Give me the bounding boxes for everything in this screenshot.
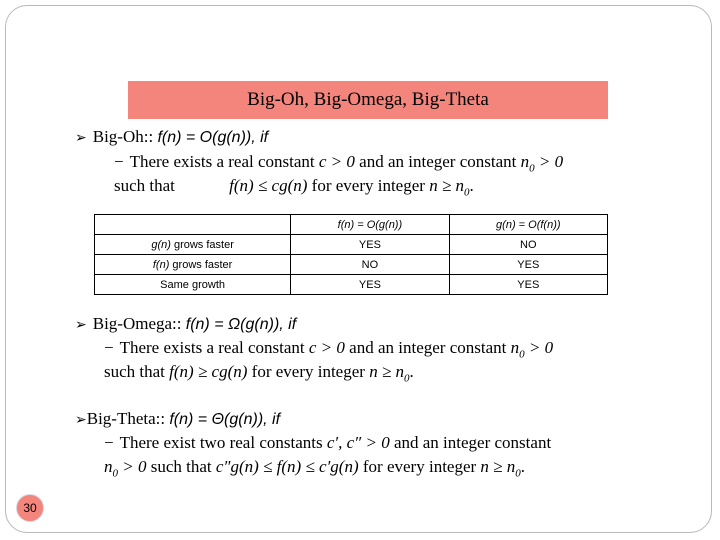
table-header-cell: f(n) = O(g(n)) xyxy=(291,215,449,235)
bullet-arrow-icon: ➢ xyxy=(75,412,87,428)
subscript: 0 xyxy=(112,467,118,480)
math-span xyxy=(510,338,554,361)
math-span: c > 0 xyxy=(308,338,345,357)
math-span: c > 0 xyxy=(318,152,355,171)
text-span: and an integer constant xyxy=(349,338,507,357)
math-n: n xyxy=(510,338,520,357)
big-theta-label: Big-Theta:: xyxy=(86,409,166,428)
table-header-cell xyxy=(95,215,291,235)
table-header-row xyxy=(95,215,608,235)
math-end: > 0 xyxy=(538,152,564,171)
text-span: for every integer xyxy=(251,362,365,381)
table-cell: YES xyxy=(449,275,607,295)
subscript: 0 xyxy=(515,467,521,480)
math-n: n xyxy=(104,457,113,476)
row-label: grows faster xyxy=(172,258,233,271)
math-span xyxy=(520,152,564,175)
text-span: There exists a real constant xyxy=(119,338,305,357)
math-n: n xyxy=(520,152,530,171)
row-fn: g(n) xyxy=(151,238,171,251)
slide-title-text: Big-Oh, Big-Omega, Big-Theta xyxy=(247,89,489,110)
big-omega-definition: f(n) = Ω(g(n)), if xyxy=(185,316,297,333)
big-oh-line-2 xyxy=(114,176,474,199)
row-label: grows faster xyxy=(173,238,234,251)
table-cell: YES xyxy=(449,255,607,275)
dash-bullet: − xyxy=(114,152,124,171)
math-span: c′, c″ > 0 xyxy=(326,433,390,452)
row-fn: Same xyxy=(160,278,189,291)
math-span xyxy=(480,457,521,480)
big-oh-heading xyxy=(75,127,268,148)
table-cell: NO xyxy=(291,255,449,275)
big-omega-heading xyxy=(75,314,296,335)
text-span: for every integer xyxy=(362,457,477,476)
dash-bullet: − xyxy=(104,338,114,357)
table-row-label xyxy=(95,255,291,275)
text-span: such that xyxy=(150,457,212,476)
row-fn: f(n) xyxy=(152,258,170,271)
table-cell: YES xyxy=(291,275,449,295)
text-span: There exist two real constants xyxy=(119,433,323,452)
text-span: for every integer xyxy=(311,176,425,195)
math-span: f(n) ≥ cg(n) xyxy=(169,362,248,381)
text-span: such that xyxy=(104,362,165,381)
math-span xyxy=(104,457,147,480)
text-span: and an integer constant xyxy=(393,433,552,452)
math-span: f(n) ≤ cg(n) xyxy=(229,176,308,195)
big-theta-line-2 xyxy=(104,457,526,480)
table-row-label xyxy=(95,235,291,255)
math-gt: > 0 xyxy=(122,457,147,476)
big-oh-line-1 xyxy=(114,152,564,175)
dash-bullet: − xyxy=(104,433,114,452)
big-omega-line-1 xyxy=(104,338,554,361)
math-n: n ≥ n xyxy=(369,362,405,381)
text-span: such that xyxy=(114,176,175,195)
math-span xyxy=(429,176,470,199)
text-span: There exists a real constant xyxy=(129,152,315,171)
table-row-label xyxy=(95,275,291,295)
table-header-cell: g(n) = O(f(n)) xyxy=(449,215,607,235)
text-span: and an integer constant xyxy=(359,152,517,171)
bullet-arrow-icon: ➢ xyxy=(75,130,87,146)
table-row xyxy=(95,235,608,255)
period: . xyxy=(409,362,414,381)
slide-title xyxy=(128,81,608,119)
subscript: 0 xyxy=(529,162,535,175)
big-theta-line-1 xyxy=(104,433,551,453)
table-row xyxy=(95,255,608,275)
period: . xyxy=(469,176,474,195)
subscript: 0 xyxy=(464,186,470,199)
big-theta-heading xyxy=(75,409,280,430)
big-theta-definition: f(n) = Θ(g(n)), if xyxy=(169,411,281,428)
math-span xyxy=(369,362,410,385)
big-omega-line-2 xyxy=(104,362,414,385)
bullet-arrow-icon: ➢ xyxy=(75,317,87,333)
table-cell: NO xyxy=(449,235,607,255)
row-label: growth xyxy=(191,278,226,291)
growth-table xyxy=(94,214,608,295)
math-n: n ≥ n xyxy=(480,457,516,476)
math-n: n ≥ n xyxy=(429,176,465,195)
table-cell: YES xyxy=(291,235,449,255)
page-number: 30 xyxy=(23,501,37,515)
math-end: > 0 xyxy=(528,338,554,357)
big-omega-label: Big-Omega:: xyxy=(92,314,182,333)
page-number-badge xyxy=(16,494,44,522)
math-span: c″g(n) ≤ f(n) ≤ c′g(n) xyxy=(215,457,359,476)
subscript: 0 xyxy=(519,348,525,361)
big-oh-definition: f(n) = O(g(n)), if xyxy=(157,129,269,146)
subscript: 0 xyxy=(404,372,410,385)
period: . xyxy=(520,457,526,476)
table-row xyxy=(95,275,608,295)
big-oh-label: Big-Oh:: xyxy=(92,127,154,146)
